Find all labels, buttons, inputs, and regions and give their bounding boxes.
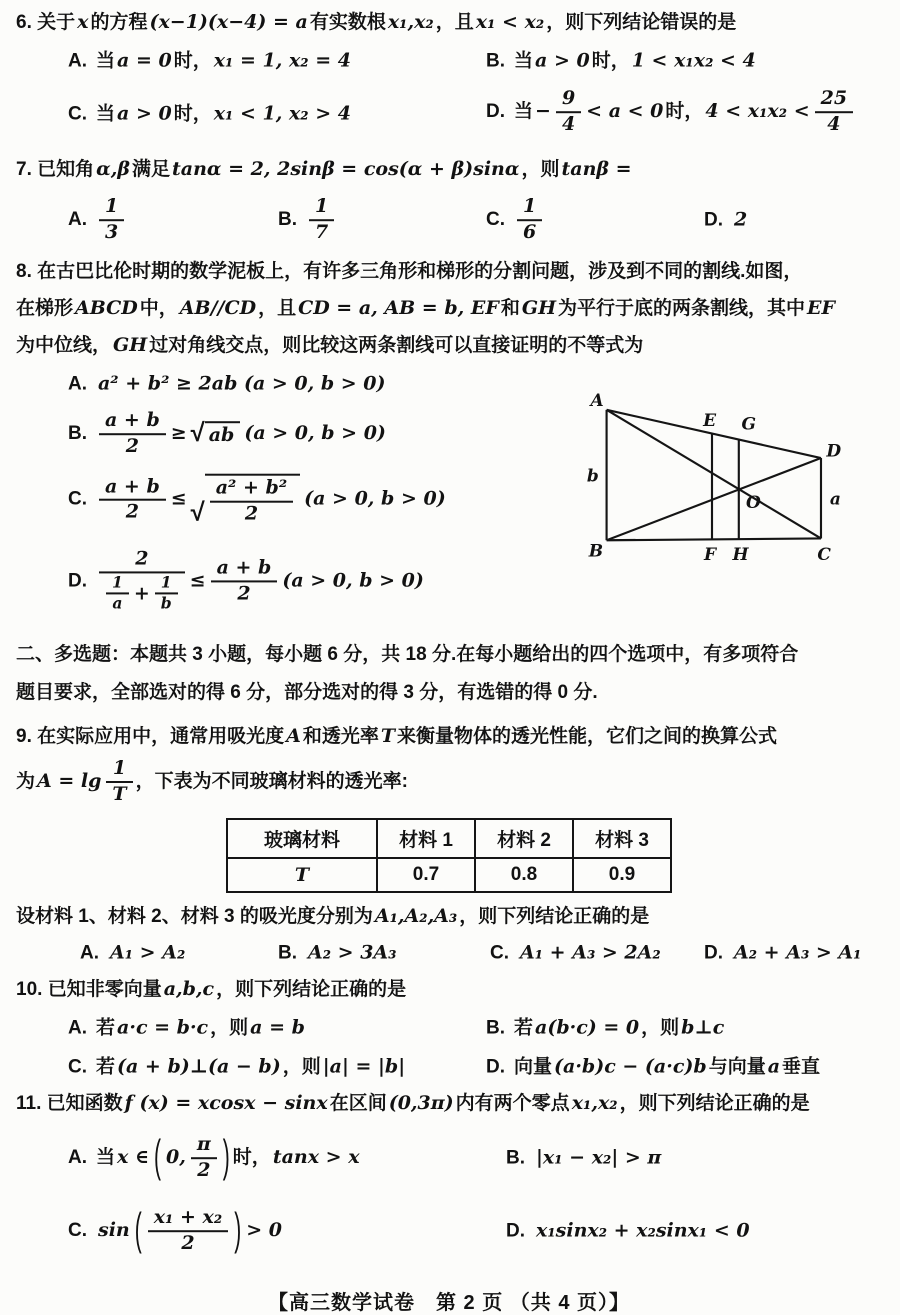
option-label: D. — [68, 570, 87, 592]
option-text: 当 a = 0 时， x₁ = 1, x₂ = 4 — [96, 49, 351, 72]
point-f-label: F — [703, 544, 717, 565]
q9-option-a — [80, 942, 187, 965]
option-text: $\frac{1}{3}$ — [96, 209, 127, 230]
option-label: C. — [68, 489, 87, 511]
q9-option-d — [704, 942, 864, 965]
option-label: D. — [486, 101, 505, 123]
option-text: 当 a > 0 时， x₁ < 1, x₂ > 4 — [96, 102, 351, 125]
question-6-options-row-2 — [16, 79, 882, 145]
option-text: $\frac{1}{7}$ — [306, 209, 337, 230]
q8-option-b — [68, 409, 388, 459]
table-header-cell: 玻璃材料 — [227, 819, 377, 858]
point-g-label: G — [741, 414, 756, 435]
table-cell: 0.8 — [475, 858, 573, 892]
option-text: 当 a > 0 时， 1 < x₁x₂ < 4 — [514, 49, 756, 72]
q10-option-a — [68, 1013, 307, 1040]
option-text: 当 x ∈ ( 0, $\frac{\pi}{2}$ ) 时， tanx > x — [96, 1132, 360, 1182]
section-2-header-line-2: 题目要求，全部选对的得 6 分，部分选对的得 3 分，有选错的得 0 分. — [16, 682, 598, 703]
q10-option-b — [486, 1013, 726, 1040]
vertex-d-label: D — [826, 441, 842, 462]
vertex-b-label: B — [588, 541, 604, 562]
point-o-label: O — [745, 493, 761, 514]
q7-option-a — [68, 195, 127, 245]
option-label: B. — [506, 1147, 525, 1169]
option-label: D. — [486, 1056, 505, 1078]
vertex-a-label: A — [590, 391, 604, 412]
option-label: B. — [278, 942, 297, 964]
q8-option-c — [68, 474, 448, 527]
trapezoid-figure — [578, 390, 846, 575]
option-label: C. — [486, 209, 505, 231]
option-label: D. — [506, 1220, 525, 1242]
side-b-label: b — [586, 466, 599, 487]
option-label: A. — [68, 50, 87, 72]
option-text: A₂ > 3A₃ — [308, 941, 397, 964]
q6-option-c — [68, 99, 353, 126]
q6-option-d — [486, 87, 856, 137]
option-text: 若 a·c = b·c ，则 a = b — [96, 1016, 305, 1039]
option-text: x₁sinx₂ + x₂sinx₁ < 0 — [536, 1219, 750, 1242]
option-label: A. — [68, 1147, 87, 1169]
option-text: A₂ + A₃ > A₁ — [734, 941, 862, 964]
option-text: 2 — [734, 208, 748, 231]
side-a-label: a — [829, 489, 841, 510]
q10-option-d — [486, 1052, 820, 1079]
question-11-options-row-1 — [16, 1122, 882, 1194]
option-text: 2 $\frac{1}{a}$ + $\frac{1}{b}$ ≤ $\frac{a + b}{2}$ (a > 0, b > 0) — [96, 570, 426, 591]
option-label: D. — [704, 209, 723, 231]
q7-option-b — [278, 195, 337, 245]
question-10-options-row-1 — [16, 1007, 882, 1045]
option-label: B. — [278, 209, 297, 231]
option-text: $\frac{1}{6}$ — [514, 209, 545, 230]
q8-option-d — [68, 547, 426, 614]
q11-option-b — [506, 1147, 663, 1170]
question-10-options-row-2 — [16, 1045, 882, 1085]
option-label: D. — [704, 942, 723, 964]
q8-option-a — [68, 373, 388, 396]
trapezoid-svg — [578, 390, 846, 569]
question-8-stem-line-2: 在梯形 ABCD 中， AB//CD ，且 CD = a, AB = b, EF 和 GH 为平行于底的两条割线，其中 EF — [16, 297, 836, 319]
option-label: C. — [68, 1056, 87, 1078]
option-label: C. — [68, 103, 87, 125]
option-label: C. — [68, 1220, 87, 1242]
table-header-cell: 材料 1 — [377, 819, 475, 858]
question-9-stem-line-1: 9. 在实际应用中，通常用吸光度 A 和透光率 T 来衡量物体的透光性能，它们之间的换算公式 — [16, 725, 778, 747]
q9-option-c — [490, 942, 663, 965]
table-cell: 0.9 — [573, 858, 671, 892]
option-text: A₁ > A₂ — [110, 941, 186, 964]
option-text: 若 a(b·c) = 0 ，则 b⊥c — [514, 1016, 725, 1039]
table-data-row — [227, 858, 671, 892]
q11-option-c — [68, 1206, 284, 1256]
table-cell: 0.7 — [377, 858, 475, 892]
transmittance-table — [226, 818, 672, 893]
option-text: $\frac{a + b}{2}$ ≤ √ $\frac{\text{a² + b²}}{2}$ (a > 0, b > 0) — [96, 489, 448, 510]
page-footer: 【高三数学试卷 第 2 页 （共 4 页）】 — [267, 1292, 631, 1314]
q10-option-c — [68, 1052, 407, 1079]
option-text: 当 − $\frac{9}{4}$ < a < 0 时， 4 < x₁x₂ < $\frac{25}{4}$ — [514, 101, 856, 122]
option-text: |x₁ − x₂| > π — [536, 1146, 662, 1169]
point-e-label: E — [703, 410, 717, 431]
question-8-stem-line-1: 8. 在古巴比伦时期的数学泥板上，有许多三角形和梯形的分割问题，涉及到不同的割线.如图， — [16, 261, 803, 282]
question-8-body — [16, 364, 882, 626]
q6-option-a — [68, 46, 353, 73]
q7-option-d — [704, 209, 749, 232]
q11-option-d — [506, 1220, 752, 1243]
q11-option-a — [68, 1133, 362, 1183]
option-label: A. — [80, 942, 99, 964]
question-10-stem: 10. 已知非零向量 a,b,c ，则下列结论正确的是 — [16, 978, 407, 1000]
q6-option-b — [486, 46, 758, 73]
option-text: 若 (a + b)⊥(a − b) ，则 |a| = |b| — [96, 1055, 406, 1078]
q9-option-b — [278, 942, 399, 965]
q7-option-c — [486, 195, 545, 245]
table-header-cell: 材料 3 — [573, 819, 671, 858]
section-2-header-line-1: 二、多选题：本题共 3 小题，每小题 6 分，共 18 分.在每小题给出的四个选项中，有多项符合 — [16, 644, 799, 665]
option-label: A. — [68, 373, 87, 395]
question-8-stem-line-3: 为中位线， GH 过对角线交点，则比较这两条割线可以直接证明的不等式为 — [16, 334, 644, 356]
option-text: $\frac{a + b}{2}$ ≥ √ ab (a > 0, b > 0) — [96, 423, 388, 444]
question-9-options-row — [16, 934, 882, 972]
question-9-stem-line-2: 为 A = lg $\frac{1}{T}$ ，下表为不同玻璃材料的透光率: — [16, 757, 408, 805]
option-label: B. — [68, 423, 87, 445]
table-cell: T — [227, 858, 377, 892]
question-11-options-row-2 — [16, 1194, 882, 1268]
option-label: A. — [68, 1017, 87, 1039]
table-header-cell: 材料 2 — [475, 819, 573, 858]
question-9-stem-line-3: 设材料 1、材料 2、材料 3 的吸光度分别为 A₁,A₂,A₃ ，则下列结论正确的是 — [16, 905, 650, 927]
option-label: B. — [486, 50, 505, 72]
table-header-row — [227, 819, 671, 858]
option-text: 向量 (a·b)c − (a·c)b 与向量 a 垂直 — [514, 1055, 821, 1078]
vertex-c-label: C — [817, 544, 831, 565]
option-label: C. — [490, 942, 509, 964]
question-6-options-row-1 — [16, 39, 882, 79]
option-label: A. — [68, 209, 87, 231]
point-h-label: H — [732, 544, 749, 565]
option-label: B. — [486, 1017, 505, 1039]
option-text: A₁ + A₃ > 2A₂ — [520, 941, 661, 964]
question-7-stem: 7. 已知角 α,β 满足 tanα = 2, 2sinβ = cos(α + β)sinα ，则 tanβ = — [16, 158, 632, 180]
question-7-options-row — [16, 186, 882, 254]
option-text: sin ( $\frac{\text{x₁ + x₂}}{2}$ ) > 0 — [98, 1205, 282, 1255]
question-11-stem: 11. 已知函数 f (x) = xcosx − sinx 在区间 (0,3π) 内有两个零点 x₁,x₂ ，则下列结论正确的是 — [16, 1092, 810, 1114]
option-text: a² + b² ≥ 2ab (a > 0, b > 0) — [98, 372, 386, 395]
question-6-stem: 6. 关于 x 的方程 (x−1)(x−4) = a 有实数根 x₁,x₂ ，且 x₁ < x₂ ，则下列结论错误的是 — [16, 11, 737, 33]
